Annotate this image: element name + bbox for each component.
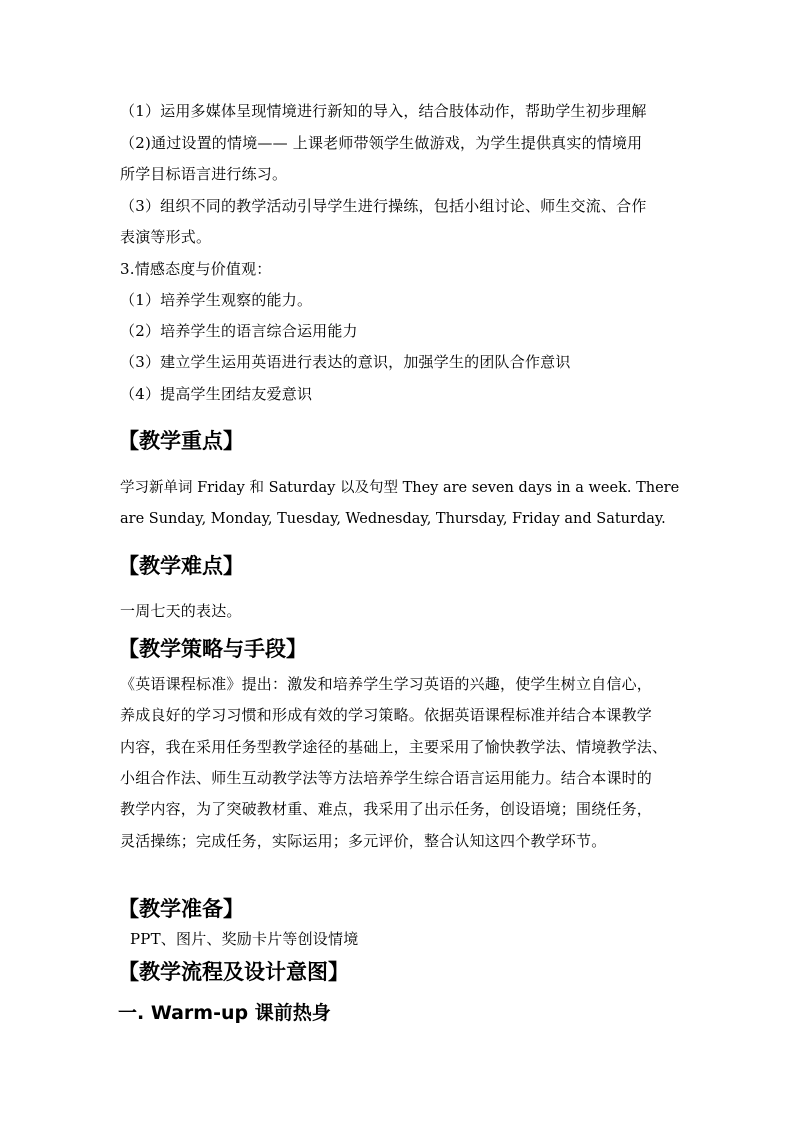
emotion-item-2: （2）培养学生的语言综合运用能力 xyxy=(120,322,358,340)
emotion-item-1: （1）培养学生观察的能力。 xyxy=(120,291,313,309)
skills-item-2-line-1: （2)通过设置的情境—— 上课老师带领学生做游戏，为学生提供真实的情境用 xyxy=(120,134,643,152)
strategy-heading: 【教学策略与手段】 xyxy=(118,637,307,661)
skills-item-2-line-2: 所学目标语言进行练习。 xyxy=(120,165,288,183)
key-points-heading: 【教学重点】 xyxy=(118,429,244,453)
strategy-line-4: 小组合作法、师生互动教学法等方法培养学生综合语言运用能力。结合本课时的 xyxy=(120,769,653,787)
strategy-line-2: 养成良好的学习习惯和形成有效的学习策略。依据英语课程标准并结合本课教学 xyxy=(120,706,653,724)
emotion-item-4: （4）提高学生团结友爱意识 xyxy=(120,385,313,403)
strategy-line-5: 教学内容，为了突破教材重、难点，我采用了出示任务，创设语境；围绕任务， xyxy=(120,800,653,818)
key-points-line-1: 学习新单词 Friday 和 Saturday 以及句型 They are seven days in a week. There xyxy=(120,480,680,496)
preparation-heading: 【教学准备】 xyxy=(118,897,244,921)
skills-item-3-line-2: 表演等形式。 xyxy=(120,228,212,246)
difficult-points-heading: 【教学难点】 xyxy=(118,554,244,578)
preparation-text: PPT、图片、奖励卡片等创设情境 xyxy=(130,930,359,948)
strategy-line-3: 内容，我在采用任务型教学途径的基础上，主要采用了愉快教学法、情境教学法、 xyxy=(120,738,668,756)
skills-item-3-line-1: （3）组织不同的教学活动引导学生进行操练，包括小组讨论、师生交流、合作 xyxy=(120,197,647,215)
skills-item-1: （1）运用多媒体呈现情境进行新知的导入，结合肢体动作，帮助学生初步理解 xyxy=(120,102,647,120)
difficult-points-text: 一周七天的表达。 xyxy=(120,602,242,620)
process-step-1: 一. Warm-up 课前热身 xyxy=(118,1002,331,1024)
emotion-item-3: （3）建立学生运用英语进行表达的意识，加强学生的团队合作意识 xyxy=(120,353,571,371)
key-points-line-2: are Sunday, Monday, Tuesday, Wednesday, Thursday, Friday and Saturday. xyxy=(120,511,666,527)
emotion-heading: 3.情感态度与价值观： xyxy=(120,260,272,278)
strategy-line-6: 灵活操练；完成任务，实际运用；多元评价，整合认知这四个教学环节。 xyxy=(120,832,607,850)
process-heading: 【教学流程及设计意图】 xyxy=(118,960,349,984)
strategy-line-1: 《英语课程标准》提出：激发和培养学生学习英语的兴趣，使学生树立自信心， xyxy=(120,675,653,693)
